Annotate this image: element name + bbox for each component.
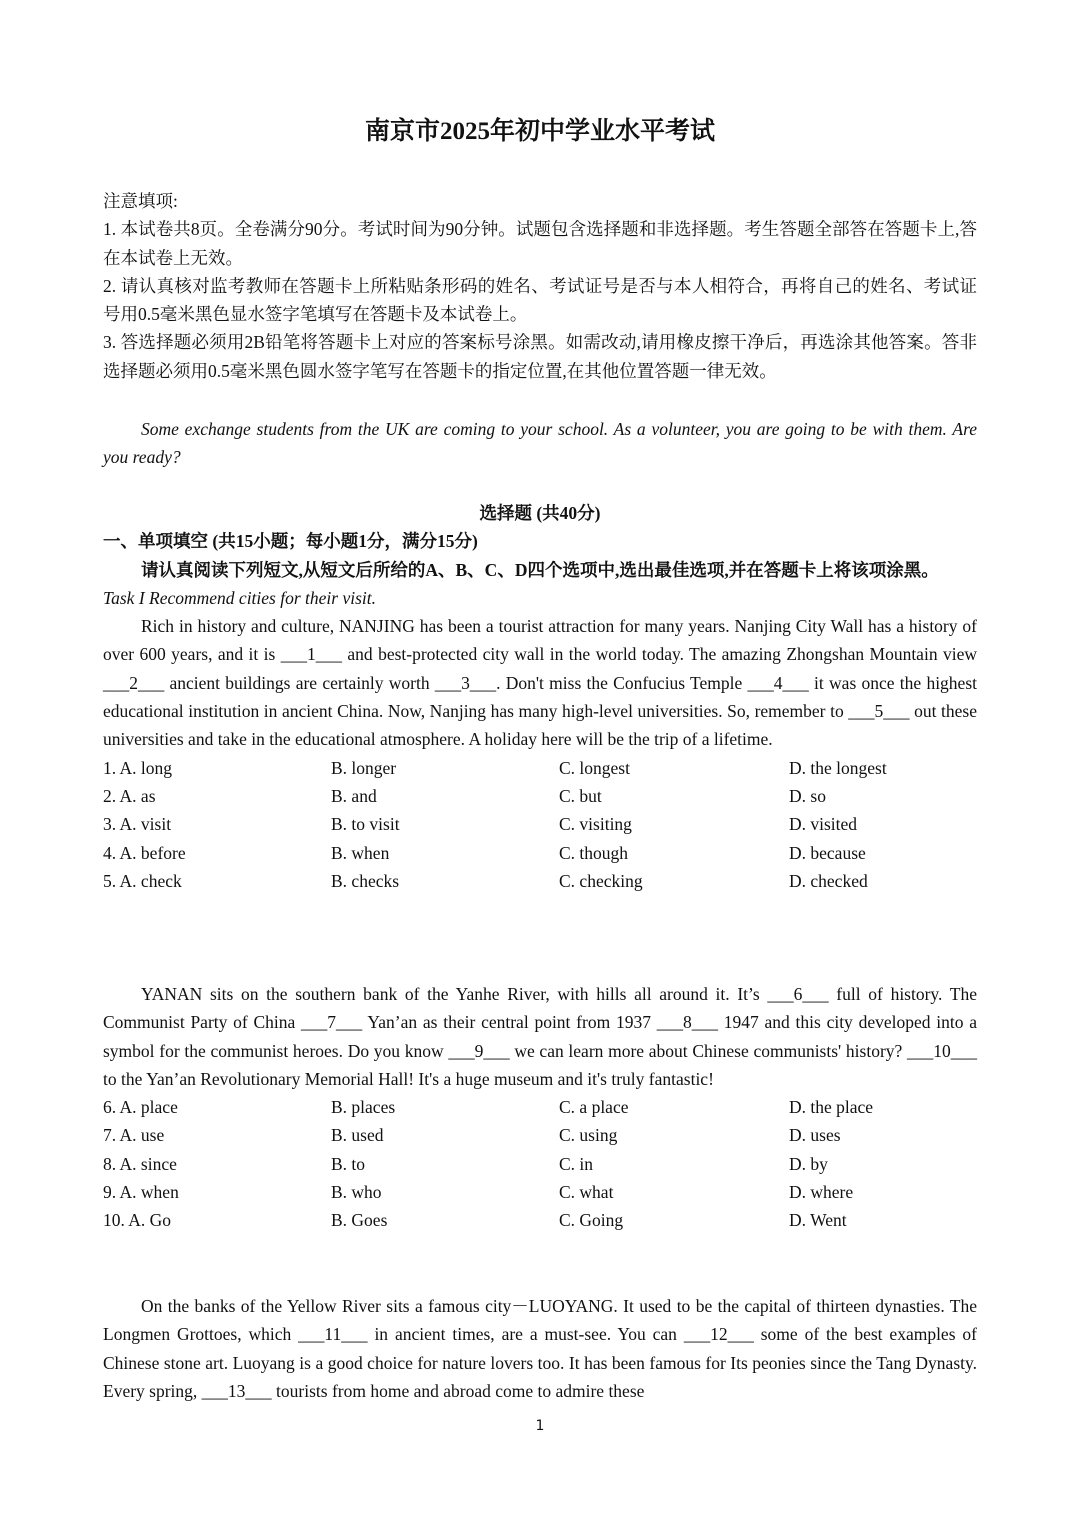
passage-luoyang: On the banks of the Yellow River sits a famous city－LUOYANG. It used to be the capital of thirteen dynasties. The Longmen Grottoes, which ___11___ in ancient times, are a must-see. You can ___12___ some of the best examples of Chinese stone art. Luoyang is a good choice for nature lovers too. It has been famous for Its peonies since the Tang Dynasty. Every spring, ___13___ tourists from home and abroad come to admire these: [103, 1296, 977, 1401]
question-option-a: 1. A. long: [103, 757, 173, 778]
question-option-a: 10. A. Go: [103, 1210, 172, 1231]
notes-section: [103, 187, 977, 385]
question-option-b: B. places: [331, 1097, 396, 1118]
intro-text: Some exchange students from the UK are coming to your school. As a volunteer, you are going to be with them. Are you ready?: [103, 419, 977, 468]
question-option-c: C. longest: [559, 757, 630, 778]
question-option-c: C. in: [559, 1153, 594, 1174]
question-options: [103, 754, 977, 895]
question-option-b: B. Goes: [331, 1210, 388, 1231]
question-options: [103, 1093, 977, 1234]
question-option-d: D. the place: [789, 1097, 874, 1118]
question-option-d: D. so: [789, 785, 826, 806]
task-heading: Task I Recommend cities for their visit.: [103, 587, 376, 608]
question-option-b: B. to: [331, 1153, 366, 1174]
question-option-b: B. and: [331, 785, 377, 806]
question-option-c: C. using: [559, 1125, 618, 1146]
exam-title: 南京市2025年初中学业水平考试: [364, 118, 715, 145]
question-option-c: C. visiting: [559, 814, 632, 835]
question-option-c: C. checking: [559, 870, 643, 891]
question-option-c: C. Going: [559, 1210, 624, 1231]
question-option-b: B. used: [331, 1125, 384, 1146]
question-option-d: D. where: [789, 1182, 854, 1203]
note-item: 2. 请认真核对监考教师在答题卡上所粘贴条形码的姓名、考试证号是否与本人相符合，再将自己的姓名、考试证号用0.5毫米黑色显水签字笔填写在答题卡及本试卷上。: [103, 275, 977, 325]
question-option-d: D. because: [789, 842, 866, 863]
section-yanan: [103, 980, 977, 1235]
question-option-d: D. Went: [789, 1210, 847, 1231]
note-item: 3. 答选择题必须用2B铅笔将答题卡上对应的答案标号涂黑。如需改动,请用橡皮擦干净后，再选涂其他答案。答非选择题必须用0.5毫米黑色圆水签字笔写在答题卡的指定位置,在其他位置答题一律无效。: [103, 332, 977, 381]
page-number: 1: [535, 1418, 545, 1434]
question-option-c: C. a place: [559, 1097, 629, 1118]
question-option-d: D. checked: [789, 870, 868, 891]
section-heading: 选择题 (共40分): [479, 503, 601, 523]
question-option-d: D. visited: [789, 814, 858, 835]
question-option-a: 3. A. visit: [103, 814, 172, 835]
question-option-a: 2. A. as: [103, 785, 156, 806]
section-luoyang: [103, 1292, 977, 1405]
question-option-a: 8. A. since: [103, 1153, 177, 1174]
question-option-b: B. longer: [331, 757, 397, 778]
intro-section: [103, 415, 977, 472]
question-option-c: C. though: [559, 842, 629, 863]
question-option-a: 4. A. before: [103, 842, 186, 863]
instruction: 请认真阅读下列短文,从短文后所给的A、B、C、D四个选项中,选出最佳选项,并在答题卡上将该项涂黑。: [141, 559, 939, 580]
passage-nanjing: Rich in history and culture, NANJING has been a tourist attraction for many years. Nanjing City Wall has a history of over 600 years, and it is ___1___ and best-protected city wall in the world today. The amazing Zhongshan Mountain view ___2___ ancient buildings are certainly worth ___3___. Don't miss the Confucius Temple ___4___ it was once the highest educational institution in ancient China. Now, Nanjing has many high-level universities. So, remember to ___5___ out these universities and take in the educational atmosphere. A holiday here will be the trip of a lifetime.: [103, 616, 977, 750]
question-option-b: B. to visit: [331, 814, 400, 835]
note-item: 1. 本试卷共8页。全卷满分90分。考试时间为90分钟。试题包含选择题和非选择题。考生答题全部答在答题卡上,答在本试卷上无效。: [103, 219, 977, 268]
section-one: [103, 499, 977, 895]
question-option-c: C. but: [559, 785, 602, 806]
question-option-b: B. when: [331, 842, 390, 863]
question-option-a: 7. A. use: [103, 1125, 165, 1146]
part-heading: 一、单项填空 (共15小题；每小题1分，满分15分): [103, 531, 478, 552]
question-option-a: 6. A. place: [103, 1097, 178, 1118]
question-option-d: D. uses: [789, 1125, 841, 1146]
question-option-a: 9. A. when: [103, 1182, 179, 1203]
question-option-a: 5. A. check: [103, 870, 182, 891]
passage-yanan: YANAN sits on the southern bank of the Yanhe River, with hills all around it. It’s ___6___ full of history. The Communist Party of China ___7___ Yan’an as their central point from 1937 ___8___ 1947 and this city developed into a symbol for the communist heroes. Do you know ___9___ we can learn more about Chinese communists' history? ___10___ to the Yan’an Revolutionary Memorial Hall! It's a huge museum and it's truly fantastic!: [103, 984, 977, 1089]
notes-heading: 注意填项:: [103, 191, 178, 211]
question-option-b: B. checks: [331, 870, 400, 891]
question-option-c: C. what: [559, 1182, 614, 1203]
question-option-d: D. by: [789, 1153, 828, 1174]
question-option-b: B. who: [331, 1182, 382, 1203]
question-option-d: D. the longest: [789, 757, 887, 778]
